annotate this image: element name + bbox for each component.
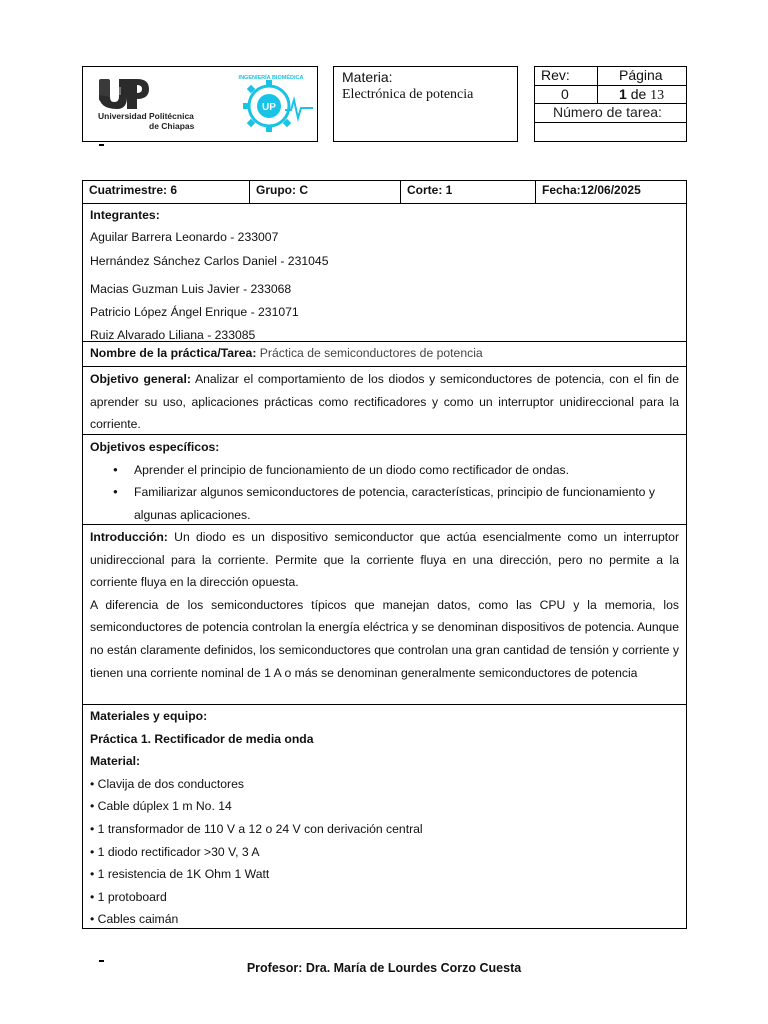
member-item: Aguilar Barrera Leonardo - 233007: [90, 230, 279, 244]
svg-text:UP: UP: [262, 102, 276, 113]
page-mark-top: [99, 144, 104, 146]
rev-label: Rev:: [541, 67, 570, 83]
general-objective-row: [83, 367, 686, 435]
practice-name-label: Nombre de la práctica/Tarea:: [90, 346, 257, 360]
material-label: Material:: [90, 754, 141, 769]
subject-box: [333, 66, 518, 142]
member-item: Patricio López Ángel Enrique - 231071: [90, 305, 299, 319]
institution-name-line1: Universidad Politécnica: [98, 111, 194, 121]
practice-name-row: [83, 342, 686, 367]
subject-value: Electrónica de potencia: [342, 87, 474, 102]
specific-objectives-label: Objetivos específicos:: [90, 440, 220, 454]
subject-label: Materia:: [342, 69, 393, 85]
general-objective-label: Objetivo general:: [90, 372, 191, 386]
practice-table: [82, 180, 687, 929]
introduction-label: Introducción:: [90, 530, 168, 544]
page-total: 13: [650, 88, 665, 103]
material-item: • Cable dúplex 1 m No. 14: [90, 799, 232, 814]
material-item: • 1 diodo rectificador >30 V, 3 A: [90, 844, 260, 859]
material-item: • 1 transformador de 110 V a 12 o 24 V con derivación central: [90, 821, 423, 836]
introduction-row: [83, 525, 686, 705]
specific-objective-item: ● Familiarizar algunos semiconductores de potencia, características, principio de funcionamiento y algunas aplicaciones.: [134, 481, 679, 526]
professor-footer: Profesor: Dra. María de Lourdes Corzo Cuesta: [246, 961, 522, 975]
biomedical-gear-logo-icon: [235, 70, 315, 140]
rev-value: 0: [561, 86, 569, 102]
specific-objectives-row: [83, 435, 686, 525]
general-objective-text: Analizar el comportamiento de los diodos y semiconductores de potencia, con el fin de aprender su uso, aplicaciones prácticas como rectificadores y como un interruptor unidireccional para la corriente.: [90, 372, 679, 432]
materials-row: [83, 705, 686, 928]
biomedical-badge-text: INGENIERÍA BIOMÉDICA: [238, 75, 304, 81]
materials-label: Materiales y equipo:: [90, 709, 208, 723]
page-of: de: [630, 86, 647, 102]
members-row: [83, 204, 686, 342]
practice-name-value: Práctica de semiconductores de potencia: [259, 346, 483, 360]
institution-logo-box: [82, 66, 318, 142]
material-item: • 1 protoboard: [90, 889, 167, 904]
page-current: 1: [619, 86, 627, 102]
introduction-paragraph-1: Un diodo es un dispositivo semiconductor que actúa esencialmente como un interruptor unidireccional para la corriente. Permite que la corriente fluya en una dirección, pero no permite a la corriente fluya en la dirección opuesta.: [90, 530, 679, 590]
member-item: Hernández Sánchez Carlos Daniel - 231045: [90, 254, 329, 268]
page-label: Página: [619, 67, 663, 83]
member-item: Macias Guzman Luis Javier - 233068: [90, 282, 292, 296]
material-item: • 1 resistencia de 1K Ohm 1 Watt: [90, 867, 270, 882]
members-label: Integrantes:: [90, 208, 160, 222]
page-counter: [619, 86, 664, 104]
group-cell: Grupo: C: [249, 181, 400, 203]
material-item: • Cables caimán: [90, 912, 179, 927]
course-info-row: [83, 181, 686, 204]
revision-page-box: [534, 66, 687, 142]
institution-name-line2: de Chiapas: [149, 121, 195, 131]
cut-cell: Corte: 1: [400, 181, 535, 203]
term-cell: Cuatrimestre: 6: [89, 183, 178, 197]
member-item: Ruiz Alvarado Liliana - 233085: [90, 328, 256, 342]
introduction-paragraph-2: A diferencia de los semiconductores típicos que manejan datos, como las CPU y la memoria, los semiconductores de potencia controlan la energía eléctrica y se denominan dispositivos de potencia. Aunque no están claramente definidos, los semiconductores que controlan una gran cantidad de tensión y corriente y tienen una corriente nominal de 1 A o más se denominan generalmente semiconductores de potencia: [90, 597, 679, 680]
material-item: • Clavija de dos conductores: [90, 776, 244, 791]
date-cell: Fecha:12/06/2025: [535, 181, 686, 203]
up-logo-icon: [97, 75, 149, 113]
task-number-label: Número de tarea:: [553, 104, 662, 120]
practice-1-title: Práctica 1. Rectificador de media onda: [90, 731, 314, 746]
specific-objective-item: ● Aprender el principio de funcionamiento de un diodo como rectificador de ondas.: [134, 459, 679, 482]
